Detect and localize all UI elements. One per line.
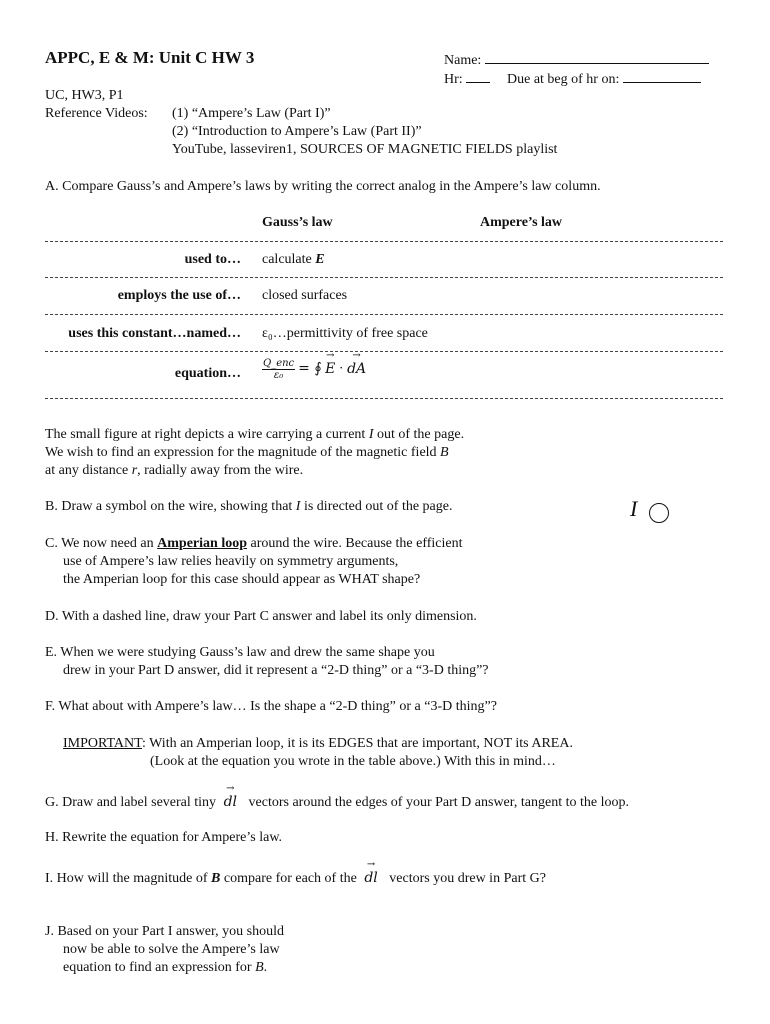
reference-video-1: (1) “Ampere’s Law (Part I)”	[172, 106, 331, 121]
part-c-line-1	[45, 536, 462, 552]
column-header-gauss: Gauss’s law	[262, 215, 333, 230]
important-label: IMPORTANT	[63, 736, 143, 751]
hw-code: UC, HW3, P1	[45, 88, 124, 103]
intro-line-2	[45, 445, 449, 461]
part-j-text: equation to find an expression for	[63, 960, 256, 975]
intro-line-1	[45, 427, 464, 443]
row-label-employs: employs the use of…	[117, 288, 241, 303]
table-divider	[45, 398, 723, 399]
part-c-text: C. We now need an	[45, 536, 158, 551]
reference-video-2: (2) “Introduction to Ampere’s Law (Part II)”	[172, 124, 422, 139]
gauss-used-to-text: calculate	[262, 252, 316, 267]
part-b-text: B. Draw a symbol on the wire, showing that	[45, 499, 296, 514]
name-label: Name:	[444, 53, 482, 68]
intro-text: The small figure at right depicts a wire carrying a current	[45, 427, 369, 442]
row-label-equation: equation…	[174, 366, 241, 381]
equation-integral: = ∮	[298, 360, 322, 377]
equation-dot: ·	[335, 361, 348, 377]
part-c-line-2: use of Ampere’s law relies heavily on symmetry arguments,	[63, 554, 399, 569]
gauss-employs: closed surfaces	[262, 288, 348, 303]
field-var: B	[211, 871, 221, 886]
table-divider	[45, 241, 723, 242]
row-label-used-to: used to…	[184, 252, 241, 267]
part-c-line-3: the Amperian loop for this case should appear as WHAT shape?	[63, 572, 421, 587]
important-text: : With an Amperian loop, it is its EDGES that are important, NOT its AREA.	[142, 736, 573, 751]
part-d-prompt: D. With a dashed line, draw your Part C answer and label its only dimension.	[45, 609, 477, 624]
part-j-line-2: now be able to solve the Ampere’s law	[63, 942, 280, 957]
part-a-prompt: A. Compare Gauss’s and Ampere’s laws by writing the correct analog in the Ampere’s law column.	[45, 179, 601, 194]
table-divider	[45, 314, 723, 315]
gauss-equation	[262, 358, 366, 381]
equation-da-vector: → dA	[347, 361, 366, 377]
page-title: APPC, E & M: Unit C HW 3	[45, 48, 255, 67]
distance-var: r	[131, 463, 138, 478]
amperian-loop-term: Amperian loop	[157, 536, 247, 551]
part-e-line-2: drew in your Part D answer, did it represent a “2-D thing” or a “3-D thing”?	[63, 663, 489, 678]
wire-circle[interactable]	[649, 503, 669, 523]
intro-text: , radially away from the wire.	[137, 463, 304, 478]
due-blank[interactable]	[623, 69, 701, 83]
name-blank[interactable]	[485, 50, 709, 64]
part-j-text: .	[263, 960, 268, 975]
part-i-text: I. How will the magnitude of	[45, 871, 212, 886]
name-field[interactable]	[444, 50, 709, 69]
part-j-line-1: J. Based on your Part I answer, you should	[45, 924, 284, 939]
due-label: Due at beg of hr on:	[507, 72, 620, 87]
reference-video-3: YouTube, lasseviren1, SOURCES OF MAGNETIC FIELDS playlist	[172, 142, 558, 157]
part-e-line-1: E. When we were studying Gauss’s law and drew the same shape you	[45, 645, 435, 660]
part-i-text: vectors you drew in Part G?	[385, 871, 546, 886]
table-divider	[45, 351, 723, 352]
intro-text: out of the page.	[373, 427, 465, 442]
intro-text: at any distance	[45, 463, 132, 478]
part-g-text: vectors around the edges of your Part D answer, tangent to the loop.	[245, 795, 629, 810]
column-header-ampere: Ampere’s law	[480, 215, 563, 230]
part-i-prompt	[45, 870, 546, 887]
part-b-prompt	[45, 499, 452, 515]
intro-line-3	[45, 463, 303, 479]
dl-vector: → dl	[364, 870, 377, 886]
part-i-text: compare for each of the	[220, 871, 361, 886]
equation-denominator: ε₀	[273, 370, 284, 381]
hr-blank[interactable]	[466, 69, 490, 83]
equation-numerator: Q_enc	[263, 358, 295, 369]
part-g-prompt	[45, 794, 629, 811]
due-field[interactable]	[507, 69, 701, 88]
table-divider	[45, 277, 723, 278]
part-f-prompt: F. What about with Ampere’s law… Is the shape a “2-D thing” or a “3-D thing”?	[45, 699, 497, 714]
part-g-text: G. Draw and label several tiny	[45, 795, 220, 810]
equation-e-vector: → E	[325, 361, 335, 377]
hr-field[interactable]	[444, 69, 490, 88]
gauss-used-to-var: E	[315, 252, 325, 267]
hr-label: Hr:	[444, 72, 463, 87]
part-h-prompt: H. Rewrite the equation for Ampere’s law.	[45, 830, 283, 845]
intro-text: We wish to find an expression for the magnitude of the magnetic field	[45, 445, 441, 460]
wire-current-label: I	[630, 496, 638, 521]
gauss-constant: ε₀…permittivity of free space	[262, 326, 428, 341]
part-b-text: is directed out of the page.	[300, 499, 453, 514]
field-var: B	[440, 445, 449, 460]
current-var: I	[295, 499, 301, 514]
reference-label: Reference Videos:	[45, 106, 148, 121]
dl-vector: → dl	[224, 794, 237, 810]
current-var: I	[368, 427, 374, 442]
part-j-line-3	[63, 960, 267, 976]
gauss-used-to	[262, 252, 325, 268]
field-var: B	[255, 960, 264, 975]
part-c-text: around the wire. Because the efficient	[247, 536, 463, 551]
equation-fraction	[262, 358, 295, 381]
important-line-2: (Look at the equation you wrote in the table above.) With this in mind…	[150, 754, 556, 769]
row-label-constant: uses this constant…named…	[68, 326, 241, 341]
important-line-1	[63, 736, 573, 752]
